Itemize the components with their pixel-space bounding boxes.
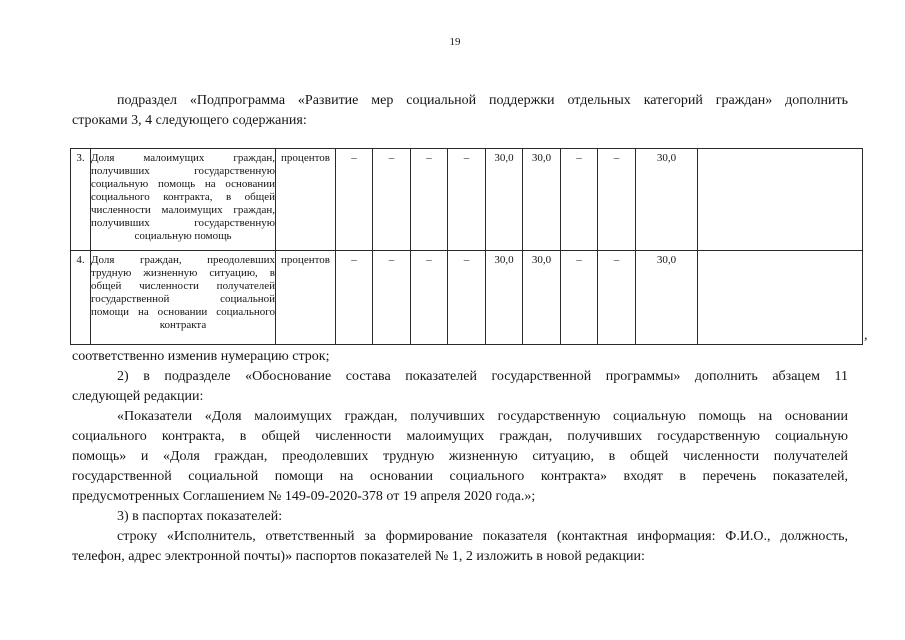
row-number: 3. xyxy=(71,149,91,251)
indicators-table xyxy=(70,148,863,345)
text-line: соответственно изменив нумерацию строк; xyxy=(72,349,330,364)
value-cell: – xyxy=(373,149,411,251)
text-line: социального контракта, в общей численности малоимущих граждан, получивших государственную социальную xyxy=(72,429,848,444)
value-cell: – xyxy=(336,149,373,251)
value-cell: – xyxy=(411,251,448,345)
paragraph xyxy=(72,367,848,407)
value-cell: – xyxy=(448,149,486,251)
text-line: «Показатели «Доля малоимущих граждан, получивших государственную социальную помощь на основании xyxy=(117,409,848,424)
value-cell: – xyxy=(373,251,411,345)
indicator-name-line: социальную помощь xyxy=(134,230,232,242)
value-cell: 30,0 xyxy=(523,149,561,251)
table-row xyxy=(71,149,863,251)
empty-cell xyxy=(698,149,863,251)
paragraph xyxy=(72,507,848,527)
text-line: государственной социальной помощи на основании социального контракта» входят в перечень показателей, xyxy=(72,469,848,484)
value-cell: 30,0 xyxy=(523,251,561,345)
indicator-name-line: получивших государственную xyxy=(91,165,275,177)
indicator-name-line: контракта xyxy=(159,319,207,331)
value-cell: – xyxy=(561,251,598,345)
indicator-name-line: трудную жизненную ситуацию, в xyxy=(91,267,275,279)
indicator-name-line: Доля граждан, преодолевших xyxy=(91,254,275,266)
indicator-name-line: помощи на основании социального xyxy=(91,306,275,318)
indicator-name-line: Доля малоимущих граждан, xyxy=(91,152,275,164)
indicator-name-line: общей численности получателей xyxy=(91,280,275,292)
value-cell: 30,0 xyxy=(486,149,523,251)
indicator-name-line: численности малоимущих граждан, xyxy=(91,204,275,216)
text-line: телефон, адрес электронной почты)» паспортов показателей № 1, 2 изложить в новой редакции: xyxy=(72,549,645,564)
value-cell: – xyxy=(598,251,636,345)
indicator-name-line: социального контракта, в общей xyxy=(91,191,275,203)
table-closing-punctuation: , xyxy=(864,328,868,343)
value-cell: – xyxy=(561,149,598,251)
value-cell: 30,0 xyxy=(636,251,698,345)
value-cell: – xyxy=(336,251,373,345)
text-line: строку «Исполнитель, ответственный за формирование показателя (контактная информация: Ф.И.О., должность, xyxy=(117,529,848,544)
value-cell: 30,0 xyxy=(636,149,698,251)
paragraph xyxy=(72,347,848,367)
row-number: 4. xyxy=(71,251,91,345)
body-text xyxy=(72,347,848,567)
text-line: предусмотренных Соглашением № 149-09-2020-378 от 19 апреля 2020 года.»; xyxy=(72,489,536,504)
value-cell: – xyxy=(598,149,636,251)
unit-cell: процентов xyxy=(276,149,336,251)
text-line: помощь» и «Доля граждан, преодолевших трудную жизненную ситуацию, в общей численности получателей xyxy=(72,449,848,464)
value-cell: – xyxy=(448,251,486,345)
indicator-name xyxy=(91,149,276,251)
table-row xyxy=(71,251,863,345)
unit-cell: процентов xyxy=(276,251,336,345)
text-line: 2) в подразделе «Обоснование состава показателей государственной программы» дополнить абзацем 11 xyxy=(117,369,848,384)
value-cell: 30,0 xyxy=(486,251,523,345)
intro-paragraph xyxy=(72,91,848,131)
paragraph xyxy=(72,407,848,507)
table-body xyxy=(71,149,863,345)
paragraph xyxy=(72,527,848,567)
indicator-name-line: социальную помощь на основании xyxy=(91,178,275,190)
page-number: 19 xyxy=(449,36,461,48)
empty-cell xyxy=(698,251,863,345)
text-line: следующей редакции: xyxy=(72,389,204,404)
indicator-name-line: государственной социальной xyxy=(91,293,275,305)
text-line: подраздел «Подпрограмма «Развитие мер социальной поддержки отдельных категорий граждан» дополнить xyxy=(117,93,848,108)
indicator-name-line: получивших государственную xyxy=(91,217,275,229)
indicator-name xyxy=(91,251,276,345)
text-line: строками 3, 4 следующего содержания: xyxy=(72,113,307,128)
text-line: 3) в паспортах показателей: xyxy=(117,509,283,524)
value-cell: – xyxy=(411,149,448,251)
